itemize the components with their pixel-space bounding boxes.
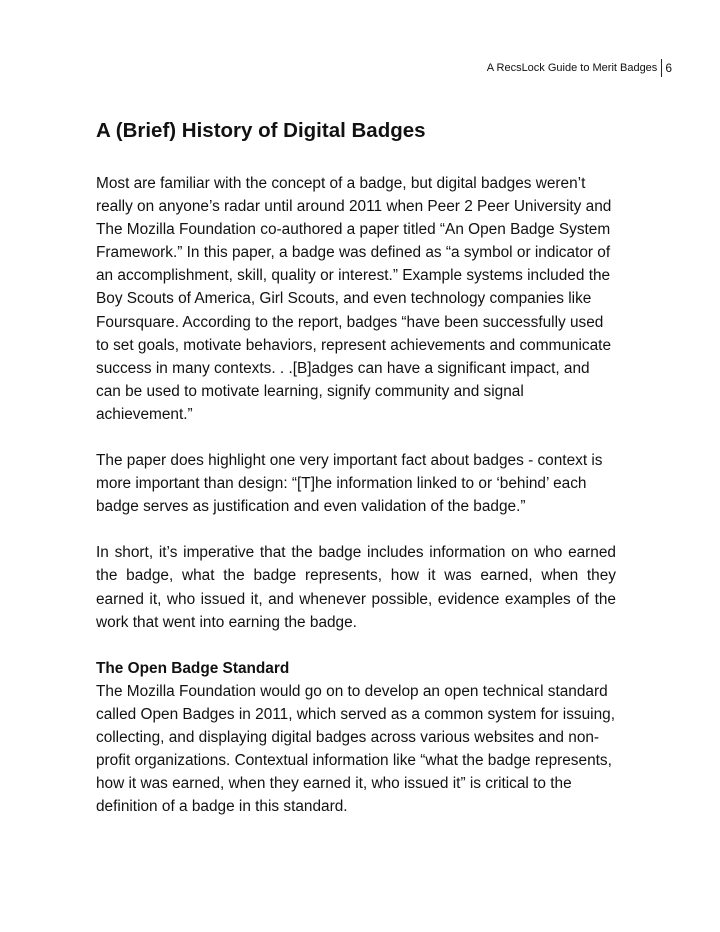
- article-body: [96, 172, 616, 841]
- article-title: A (Brief) History of Digital Badges: [96, 119, 426, 142]
- paragraph: The Mozilla Foundation would go on to develop an open technical standard called Open Badges in 2011, which served as a common system for issuing, collecting, and displaying digital badges across various websites and non-profit organizations. Contextual information like “what the badge represents, how it was earned, when they earned it, who issued it” is critical to the definition of a badge in this standard.: [96, 682, 615, 816]
- header-divider: [661, 59, 662, 77]
- section-subheading: The Open Badge Standard: [96, 659, 290, 677]
- page-number: 6: [665, 61, 672, 75]
- paragraph: In short, it’s imperative that the badge includes information on who earned the badge, what the badge represents, how it was earned, when they earned it, who issued it, and whenever possible, evidence examples of the work that went into earning the badge.: [96, 544, 616, 631]
- paragraph: The paper does highlight one very important fact about badges - context is more important than design: “[T]he information linked to or ‘behind’ each badge serves as justification and even validation of the badge.”: [96, 452, 603, 516]
- page-header: [487, 59, 672, 77]
- paragraph: Most are familiar with the concept of a badge, but digital badges weren’t really on anyone’s radar until around 2011 when Peer 2 Peer University and The Mozilla Foundation co-authored a paper titled “An Open Badge System Framework.” In this paper, a badge was defined as “a symbol or indicator of an accomplishment, skill, quality or interest.” Example systems included the Boy Scouts of America, Girl Scouts, and even technology companies like Foursquare. According to the report, badges “have been successfully used to set goals, motivate behaviors, represent achievements and communicate success in many contexts. . .[B]adges can have a significant impact, and can be used to motivate learning, signify community and signal achievement.”: [96, 175, 612, 423]
- header-title: A RecsLock Guide to Merit Badges: [486, 62, 658, 74]
